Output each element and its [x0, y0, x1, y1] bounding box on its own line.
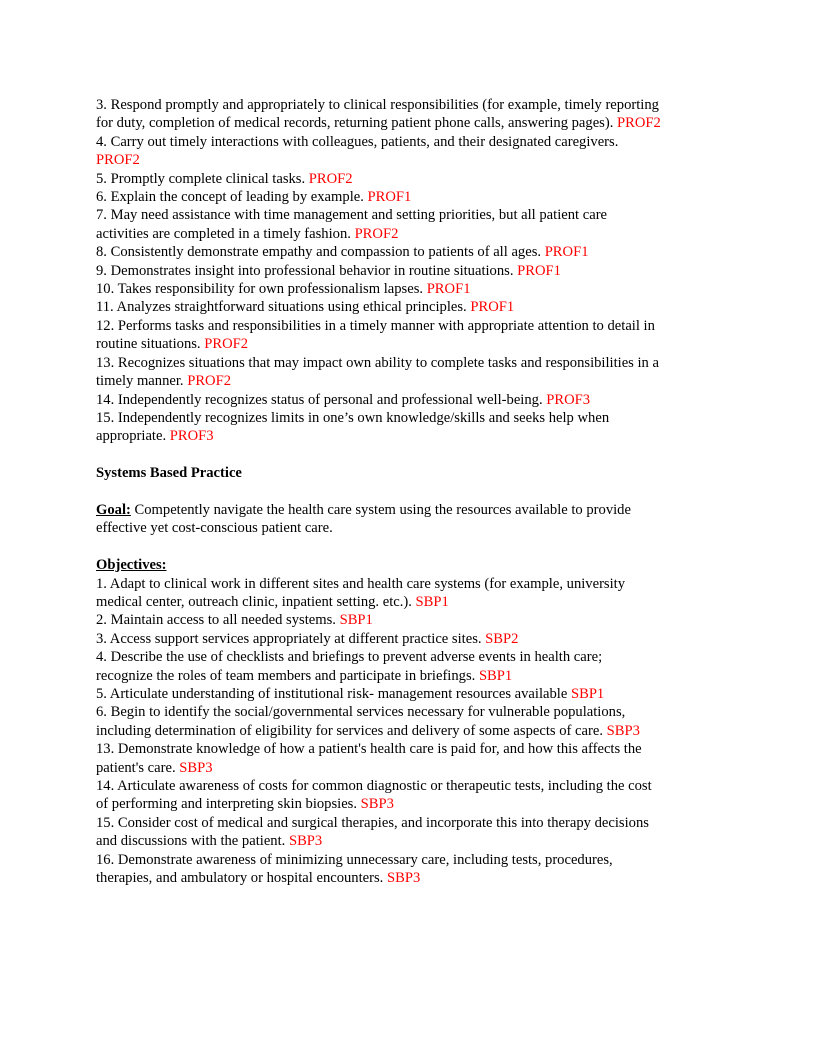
objective-item	[96, 409, 722, 446]
objective-text: 4. Describe the use of checklists and briefings to prevent adverse events in health care;	[96, 649, 603, 666]
objective-text: routine situations.	[96, 336, 205, 353]
competency-code: PROF1	[470, 299, 515, 316]
objective-text: 3. Respond promptly and appropriately to clinical responsibilities (for example, timely reporting	[96, 97, 659, 113]
objective-text: and discussions with the patient.	[96, 833, 289, 850]
competency-code: PROF2	[204, 336, 249, 353]
competency-code: PROF1	[544, 244, 589, 261]
objective-item	[96, 206, 722, 243]
objective-text: activities are completed in a timely fashion.	[96, 225, 355, 242]
competency-code: SBP3	[179, 759, 213, 776]
objective-item	[96, 391, 722, 409]
objective-text: medical center, outreach clinic, inpatient setting. etc.).	[96, 593, 416, 610]
objective-item	[96, 243, 722, 261]
objective-text: timely manner.	[96, 373, 188, 390]
objective-item	[96, 354, 722, 391]
competency-code: SBP3	[386, 870, 421, 887]
objective-item	[96, 96, 722, 133]
spacer	[96, 483, 722, 501]
competency-code: SBP3	[288, 833, 323, 850]
objective-text: therapies, and ambulatory or hospital encounters.	[96, 870, 387, 887]
competency-code: PROF2	[308, 170, 353, 187]
objective-item	[96, 262, 722, 280]
competency-code: PROF1	[367, 189, 412, 206]
objective-text: 9. Demonstrates insight into professional behavior in routine situations.	[96, 262, 518, 279]
objective-item	[96, 685, 722, 703]
objective-text: patient's care.	[96, 759, 180, 776]
objective-item	[96, 298, 722, 316]
competency-code: PROF1	[426, 281, 471, 298]
objective-text: 13. Demonstrate knowledge of how a patient's health care is paid for, and how this affects the	[96, 741, 642, 758]
objective-item	[96, 317, 722, 354]
objective-text: including determination of eligibility for services and delivery of some aspects of care.	[96, 722, 607, 739]
objective-text: 5. Articulate understanding of institutional risk- management resources available	[96, 685, 571, 702]
competency-code: SBP3	[360, 796, 394, 813]
objective-text: 15. Consider cost of medical and surgical therapies, and incorporate this into therapy decisions	[96, 814, 649, 831]
objective-text: 14. Articulate awareness of costs for common diagnostic or therapeutic tests, including the cost	[96, 777, 652, 794]
objective-text: 6. Explain the concept of leading by example.	[96, 189, 368, 206]
competency-code: PROF2	[617, 115, 661, 132]
professionalism-objectives-list	[96, 96, 722, 446]
competency-code: PROF2	[354, 225, 399, 242]
objectives-label: Objectives:	[96, 557, 167, 574]
objective-text: 12. Performs tasks and responsibilities in a timely manner with appropriate attention to detail in	[96, 317, 655, 334]
objective-text: 15. Independently recognizes limits in one’s own knowledge/skills and seeks help when	[96, 409, 610, 426]
spacer	[96, 446, 722, 464]
objective-text: 4. Carry out timely interactions with colleagues, patients, and their designated caregivers.	[96, 133, 619, 150]
objective-item	[96, 777, 722, 814]
competency-code: SBP1	[478, 667, 513, 684]
objective-text: 8. Consistently demonstrate empathy and compassion to patients of all ages.	[96, 244, 545, 261]
objective-text: 6. Begin to identify the social/governmental services necessary for vulnerable populations,	[96, 704, 626, 721]
objective-text: 13. Recognizes situations that may impact own ability to complete tasks and responsibilities in a	[96, 354, 659, 371]
objective-item	[96, 740, 722, 777]
competency-code: SBP3	[606, 722, 640, 739]
section-heading: Systems Based Practice	[96, 465, 242, 482]
objective-item	[96, 575, 722, 612]
spacer	[96, 538, 722, 556]
objective-item	[96, 703, 722, 740]
competency-code: PROF3	[169, 428, 214, 445]
objective-text: 14. Independently recognizes status of personal and professional well-being.	[96, 391, 547, 408]
objective-text: 2. Maintain access to all needed systems.	[96, 612, 340, 629]
objective-item	[96, 188, 722, 206]
objective-item	[96, 630, 722, 648]
competency-code: PROF3	[546, 391, 591, 408]
competency-code: SBP2	[485, 630, 519, 647]
competency-code: PROF1	[517, 262, 561, 279]
objective-text: 5. Promptly complete clinical tasks.	[96, 170, 309, 187]
objective-item	[96, 280, 722, 298]
objective-item	[96, 170, 722, 188]
objective-text: of performing and interpreting skin biopsies.	[96, 796, 361, 813]
objective-text: 11. Analyzes straightforward situations using ethical principles.	[96, 299, 471, 316]
objective-item	[96, 851, 722, 888]
objective-text: 7. May need assistance with time management and setting priorities, but all patient care	[96, 207, 608, 224]
objective-text: appropriate.	[96, 428, 170, 445]
goal-text-line: effective yet cost-conscious patient care.	[96, 520, 333, 537]
competency-code: SBP1	[570, 685, 605, 702]
objective-text: 16. Demonstrate awareness of minimizing unnecessary care, including tests, procedures,	[96, 851, 613, 868]
competency-code: PROF2	[96, 152, 140, 169]
sbp-objectives-list	[96, 575, 722, 888]
objective-item	[96, 814, 722, 851]
document-page	[96, 96, 722, 887]
objective-text: 10. Takes responsibility for own professionalism lapses.	[96, 281, 427, 298]
objective-text: recognize the roles of team members and participate in briefings.	[96, 667, 479, 684]
objective-item	[96, 648, 722, 685]
objective-text: 3. Access support services appropriately at different practice sites.	[96, 630, 486, 647]
objective-text: for duty, completion of medical records, returning patient phone calls, answering pages).	[96, 115, 618, 132]
competency-code: PROF2	[187, 373, 232, 390]
goal-paragraph	[96, 501, 722, 538]
objective-item	[96, 133, 722, 170]
goal-text-line: Competently navigate the health care system using the resources available to provide	[130, 501, 631, 518]
objective-text: 1. Adapt to clinical work in different sites and health care systems (for example, university	[96, 575, 626, 592]
competency-code: SBP1	[415, 593, 449, 610]
objective-item	[96, 611, 722, 629]
competency-code: SBP1	[339, 612, 373, 629]
goal-label: Goal:	[96, 501, 131, 518]
